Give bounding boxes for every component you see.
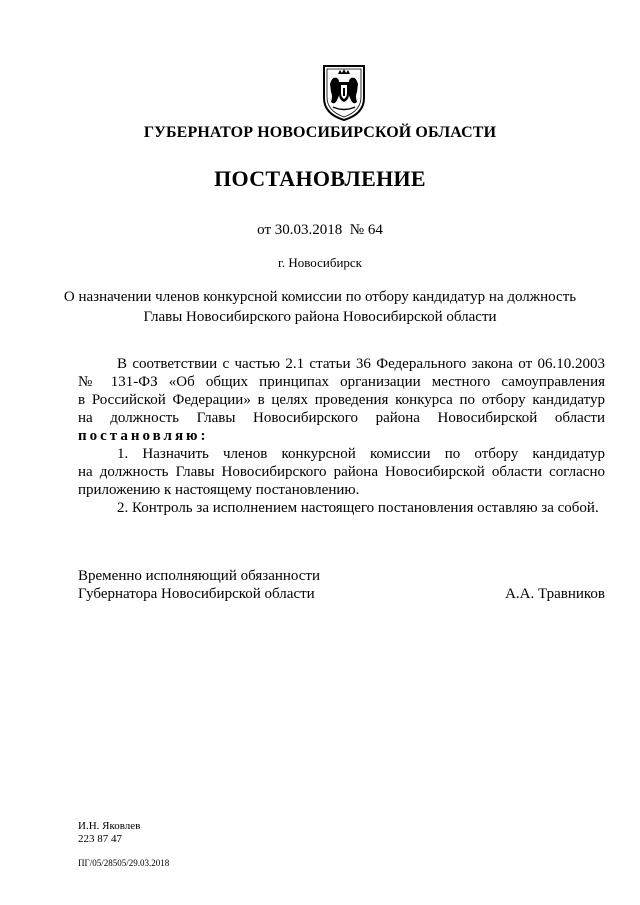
subject-line: О назначении членов конкурсной комиссии по отбору кандидатур на должность — [63, 289, 577, 305]
body-line: на должность Главы Новосибирского района Новосибирской области — [78, 410, 605, 426]
signatory-position: Временно исполняющий обязанности — [78, 568, 321, 584]
body-line: 2. Контроль за исполнением настоящего постановления оставляю за собой. — [117, 500, 599, 516]
signatory-name: А.А. Травников — [505, 586, 605, 602]
subject-line: Главы Новосибирского района Новосибирской области — [143, 309, 497, 325]
city-line: г. Новосибирск — [277, 255, 362, 270]
body-line: 1. Назначить членов конкурсной комиссии по отбору кандидатур — [117, 446, 605, 462]
registration-number: ПГ/05/28505/29.03.2018 — [78, 858, 170, 868]
signatory-position: Губернатора Новосибирской области — [78, 586, 315, 602]
executor-name: И.Н. Яковлев — [78, 820, 141, 832]
date-and-number: от 30.03.2018 № 64 — [257, 222, 383, 238]
coat-of-arms-icon — [319, 62, 369, 122]
body-line: № 131-ФЗ «Об общих принципах организации местного самоуправления — [78, 374, 605, 390]
decree-word: постановляю: — [78, 428, 209, 444]
body-line: приложению к настоящему постановлению. — [78, 482, 360, 498]
body-line: В соответствии с частью 2.1 статьи 36 Федерального закона от 06.10.2003 — [117, 356, 605, 372]
body-line: на должность Главы Новосибирского района Новосибирской области согласно — [78, 464, 605, 480]
document-subject — [0, 287, 640, 327]
document-type-heading: ПОСТАНОВЛЕНИЕ — [214, 166, 426, 191]
body-line: в Российской Федерации» в целях проведения конкурса по отбору кандидатур — [78, 392, 605, 408]
organization-title: ГУБЕРНАТОР НОВОСИБИРСКОЙ ОБЛАСТИ — [143, 124, 497, 141]
executor-phone: 223 87 47 — [78, 833, 122, 845]
